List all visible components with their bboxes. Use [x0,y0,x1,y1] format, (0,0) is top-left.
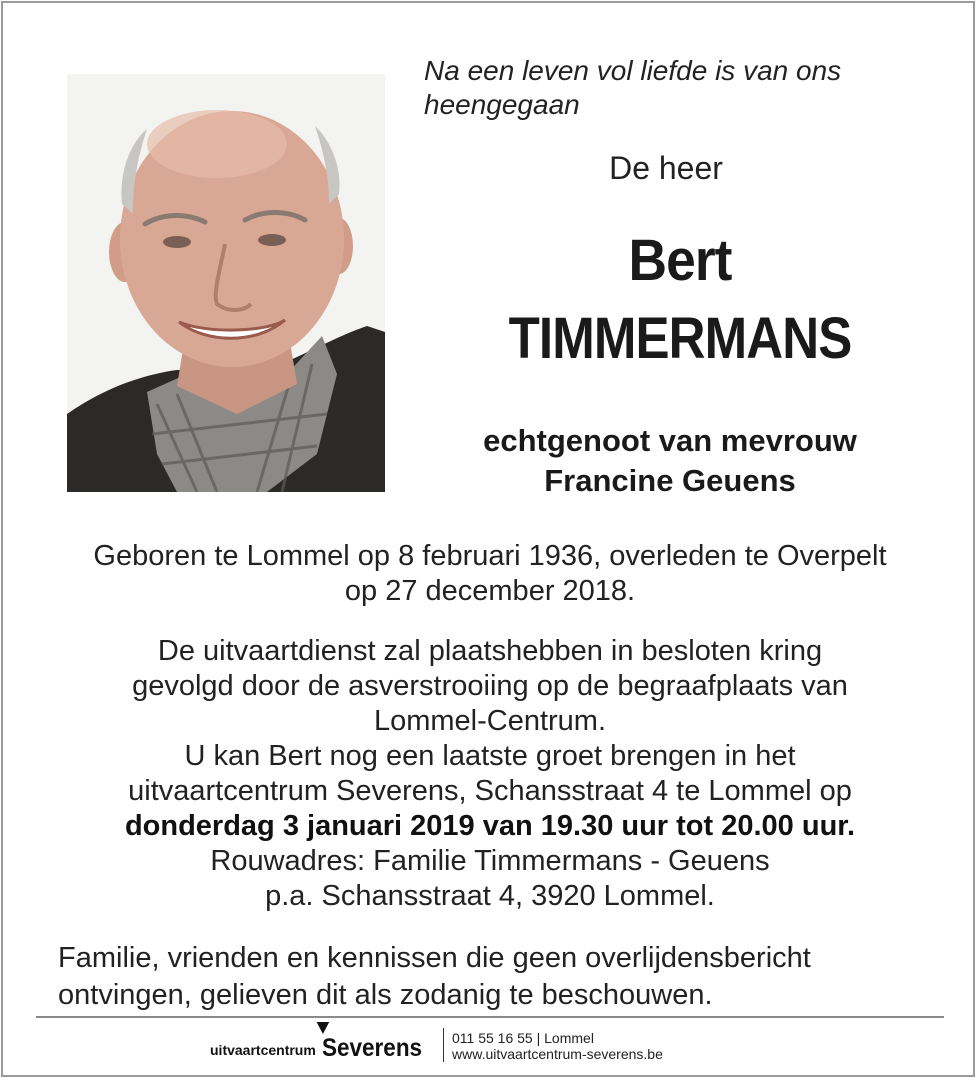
footer-phone: 011 55 16 55 | Lommel [452,1030,594,1046]
closing-block [58,940,938,1014]
closing-line-2: ontvingen, gelieven dit als zodanig te beschouwen. [58,979,713,1011]
service-block [40,634,940,914]
brand-triangle-icon [316,1022,329,1034]
closing-line-1: Familie, vrienden en kennissen die geen overlijdensbericht [58,942,811,974]
spouse-name: Francine Geuens [544,463,796,498]
intro-text: Na een leven vol liefde is van ons heengegaan [424,55,842,120]
portrait-photo [67,74,385,492]
birth-death-line-2: op 27 december 2018. [344,575,636,607]
spouse-block [430,421,910,501]
funeral-home-footer [210,1024,663,1064]
service-line-1: De uitvaartdienst zal plaatshebben in besloten kring [157,635,823,667]
honorific-text: De heer [609,150,723,186]
footer-contact [452,1030,663,1062]
brand-prefix: uitvaartcentrum [210,1042,316,1058]
address-line-1: Rouwadres: Familie Timmermans - Geuens [210,845,770,877]
honorific [424,148,924,188]
brand-name-wrapper [322,1034,422,1063]
deceased-first-name: Bert [628,228,732,293]
brand-name: Severens [321,1034,422,1062]
greeting-line-2: uitvaartcentrum Severens, Schansstraat 4 te Lommel op [128,775,852,807]
greeting-datetime: donderdag 3 januari 2019 van 19.30 uur tot 20.00 uur. [124,810,856,842]
footer-website-link[interactable]: www.uitvaartcentrum-severens.be [452,1046,663,1062]
birth-death-block [40,539,940,609]
footer-separator [443,1028,444,1062]
portrait-illustration [67,74,385,492]
birth-death-line-1: Geboren te Lommel op 8 februari 1936, overleden te Overpelt [93,540,887,572]
spouse-relation: echtgenoot van mevrouw [483,423,857,458]
address-line-2: p.a. Schansstraat 4, 3920 Lommel. [265,880,715,912]
deceased-last-name: TIMMERMANS [508,306,852,371]
greeting-line-1: U kan Bert nog een laatste groet brengen in het [184,740,796,772]
service-line-2: gevolgd door de asverstrooiing op de begraafplaats van [132,670,848,702]
footer-divider-line [36,1016,944,1018]
service-line-3: Lommel-Centrum. [373,705,607,737]
